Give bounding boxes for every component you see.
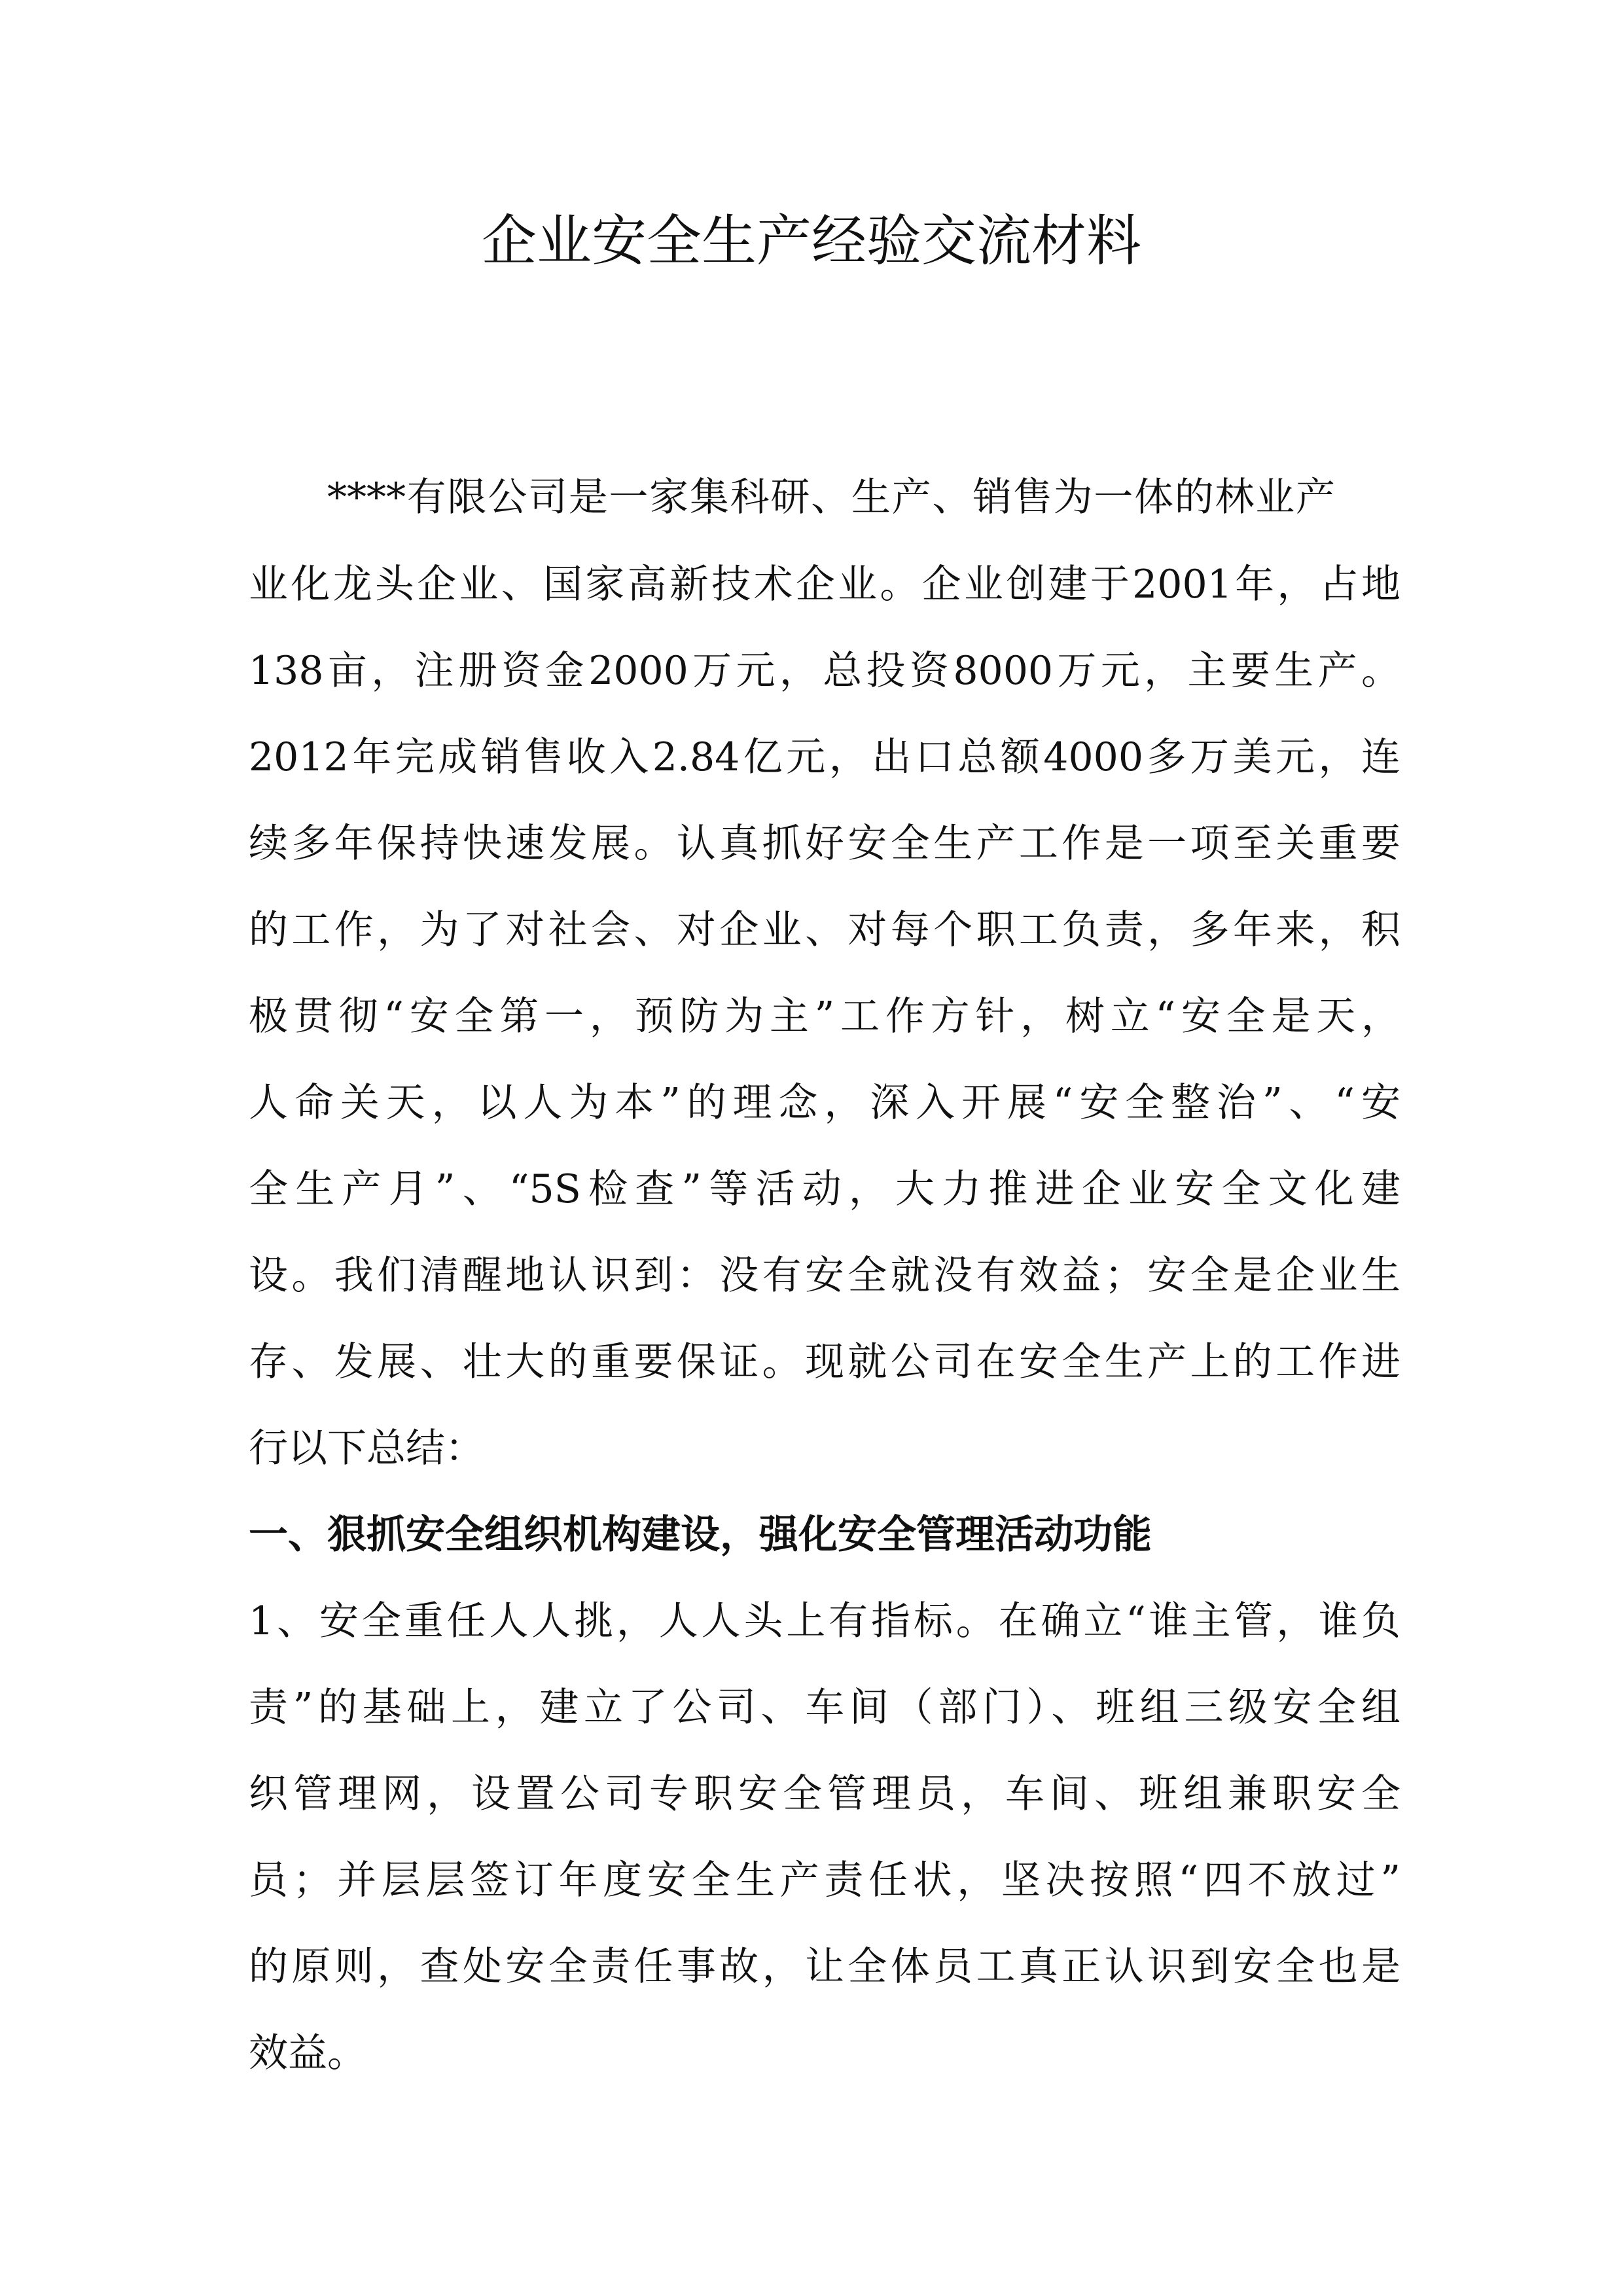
paragraph-line: 行以下总结： (249, 1426, 484, 1471)
paragraph-line: 设。我们清醒地认识到：没有安全就没有效益；安全是企业生 (249, 1253, 1400, 1299)
paragraph-line: 138亩，注册资金2000万元，总投资8000万元，主要生产。 (249, 648, 1400, 694)
paragraph-line: 人命关天，以人为本”的理念，深入开展“安全整治”、“安 (249, 1080, 1400, 1126)
paragraph-line: 1、安全重任人人挑，人人头上有指标。在确立“谁主管，谁负 (249, 1598, 1400, 1644)
paragraph-line: 全生产月”、“5S检查”等活动，大力推进企业安全文化建 (249, 1166, 1400, 1212)
paragraph-line: 责”的基础上，建立了公司、车间（部门）、班组三级安全组 (249, 1685, 1400, 1731)
paragraph-line: 2012年完成销售收入2.84亿元，出口总额4000多万美元，连 (249, 734, 1400, 780)
document-title: 企业安全生产经验交流材料 (481, 209, 1141, 273)
paragraph-line: 极贯彻“安全第一，预防为主”工作方针，树立“安全是天， (249, 994, 1400, 1039)
section-heading: 一、狠抓安全组织机构建设，强化安全管理活动功能 (249, 1512, 1152, 1558)
paragraph-line: 续多年保持快速发展。认真抓好安全生产工作是一项至关重要 (249, 821, 1400, 867)
paragraph-line: 的工作，为了对社会、对企业、对每个职工负责，多年来，积 (249, 907, 1400, 953)
paragraph-line: 效益。 (249, 2030, 366, 2076)
paragraph-line: 业化龙头企业、国家高新技术企业。企业创建于2001年，占地 (249, 562, 1400, 607)
paragraph-line: 员；并层层签订年度安全生产责任状，坚决按照“四不放过” (249, 1857, 1400, 1903)
paragraph-line: 织管理网，设置公司专职安全管理员，车间、班组兼职安全 (249, 1771, 1400, 1817)
paragraph-line: 存、发展、壮大的重要保证。现就公司在安全生产上的工作进 (249, 1339, 1400, 1385)
paragraph-line: 的原则，查处安全责任事故，让全体员工真正认识到安全也是 (249, 1944, 1400, 1990)
paragraph-line: ****有限公司是一家集科研、生产、销售为一体的林业产 (327, 475, 1335, 520)
